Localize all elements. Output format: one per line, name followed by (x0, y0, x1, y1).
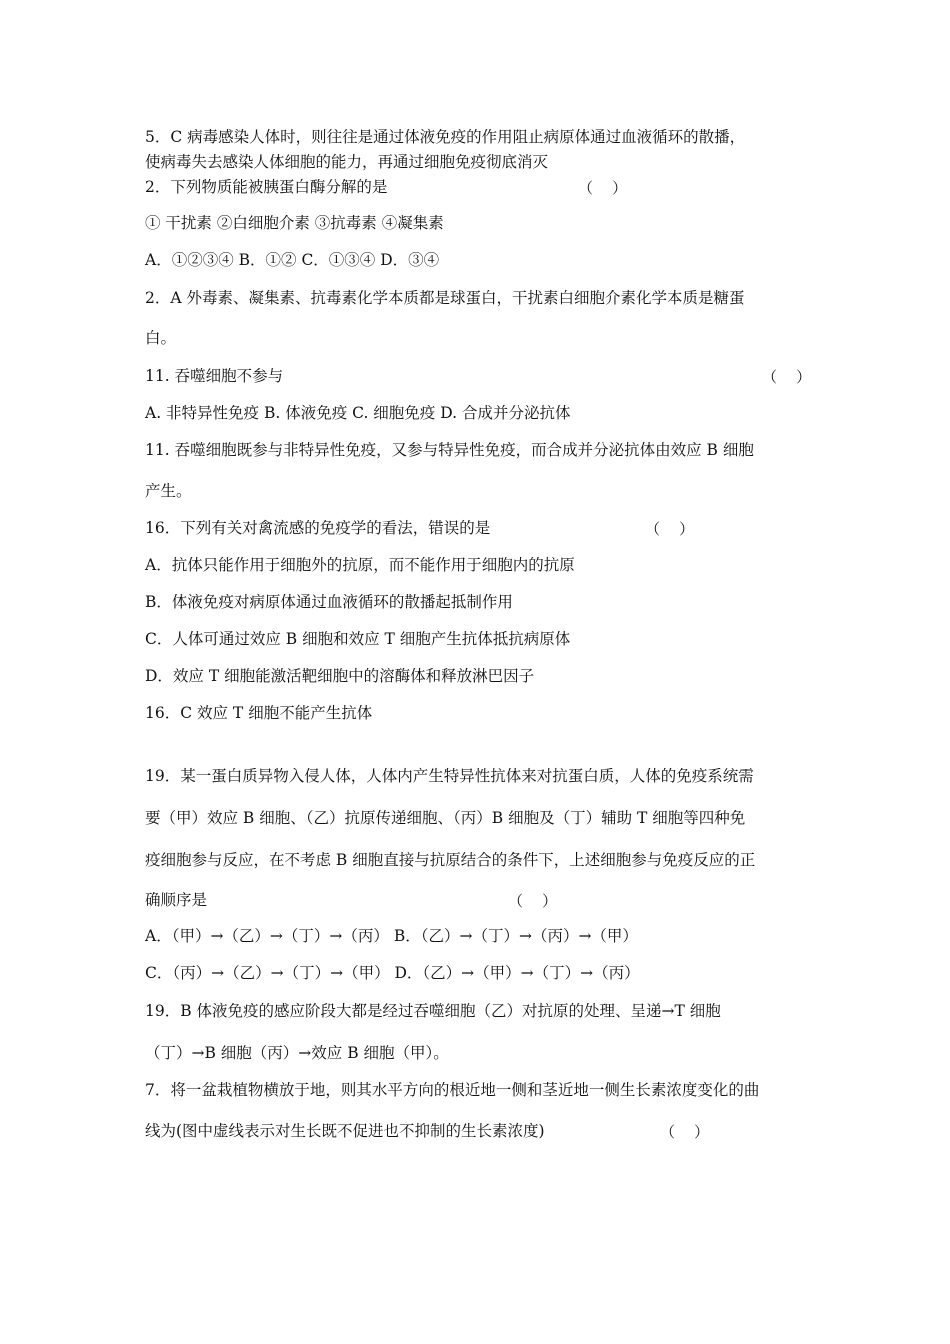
text-line-13: A．抗体只能作用于细胞外的抗原，而不能作用于细胞内的抗原 (145, 556, 575, 574)
text-line-18: 19．某一蛋白质异物入侵人体，人体内产生特异性抗体来对抗蛋白质，人体的免疫系统需 (145, 767, 754, 785)
text-line-16: D．效应 T 细胞能激活靶细胞中的溶酶体和释放淋巴因子 (145, 667, 535, 685)
text-line-12: 16．下列有关对禽流感的免疫学的看法，错误的是 (145, 519, 491, 537)
text-line-17: 16．C 效应 T 细胞不能产生抗体 (145, 704, 373, 722)
text-line-22: A．（甲）→（乙）→（丁）→（丙） B．（乙）→（丁）→（丙）→（甲） (145, 927, 638, 945)
text-line-23: C．（丙）→（乙）→（丁）→（甲） D．（乙）→（甲）→（丁）→（丙） (145, 964, 640, 982)
text-line-24: 19．B 体液免疫的感应阶段大都是经过吞噬细胞（乙）对抗原的处理、呈递→T 细胞 (145, 1002, 721, 1020)
text-line-25: （丁）→B 细胞（丙）→效应 B 细胞（甲）。 (145, 1044, 449, 1062)
text-line-20: 疫细胞参与反应，在不考虑 B 细胞直接与抗原结合的条件下，上述细胞参与免疫反应的正 (145, 851, 756, 869)
text-line-1: 5．C 病毒感染人体时，则往往是通过体液免疫的作用阻止病原体通过血液循环的散播， (145, 128, 746, 146)
text-line-2: 使病毒失去感染人体细胞的能力，再通过细胞免疫彻底消灭 (145, 153, 549, 171)
text-line-6: 2．A 外毒素、凝集素、抗毒素化学本质都是球蛋白，干扰素白细胞介素化学本质是糖蛋 (145, 289, 745, 307)
answer-blank-4: （ ） (508, 892, 558, 910)
text-line-7: 白。 (145, 329, 177, 347)
text-line-9: A. 非特异性免疫 B. 体液免疫 C. 细胞免疫 D. 合成并分泌抗体 (145, 404, 571, 422)
answer-blank-5: （ ） (660, 1123, 710, 1141)
text-line-11: 产生。 (145, 482, 192, 500)
answer-blank-1: （ ） (578, 179, 628, 197)
text-line-8: 11. 吞噬细胞不参与 (145, 367, 284, 385)
answer-blank-3: （ ） (645, 520, 695, 538)
text-line-21: 确顺序是 (145, 891, 208, 909)
answer-blank-2: （ ） (762, 368, 812, 386)
text-line-5: A．①②③④ B．①② C．①③④ D．③④ (145, 251, 440, 269)
text-line-10: 11. 吞噬细胞既参与非特异性免疫，又参与特异性免疫，而合成并分泌抗体由效应 B 细胞 (145, 441, 754, 459)
text-line-3: 2．下列物质能被胰蛋白酶分解的是 (145, 178, 388, 196)
text-line-14: B．体液免疫对病原体通过血液循环的散播起抵制作用 (145, 593, 513, 611)
text-line-27: 线为(图中虚线表示对生长既不促进也不抑制的生长素浓度) (145, 1122, 545, 1140)
text-line-4: ① 干扰素 ②白细胞介素 ③抗毒素 ④凝集素 (145, 214, 444, 232)
text-line-19: 要（甲）效应 B 细胞、（乙）抗原传递细胞、（丙）B 细胞及（丁）辅助 T 细胞等四种免 (145, 809, 746, 827)
text-line-26: 7．将一盆栽植物横放于地，则其水平方向的根近地一侧和茎近地一侧生长素浓度变化的曲 (145, 1081, 760, 1099)
text-line-15: C．人体可通过效应 B 细胞和效应 T 细胞产生抗体抵抗病原体 (145, 630, 571, 648)
